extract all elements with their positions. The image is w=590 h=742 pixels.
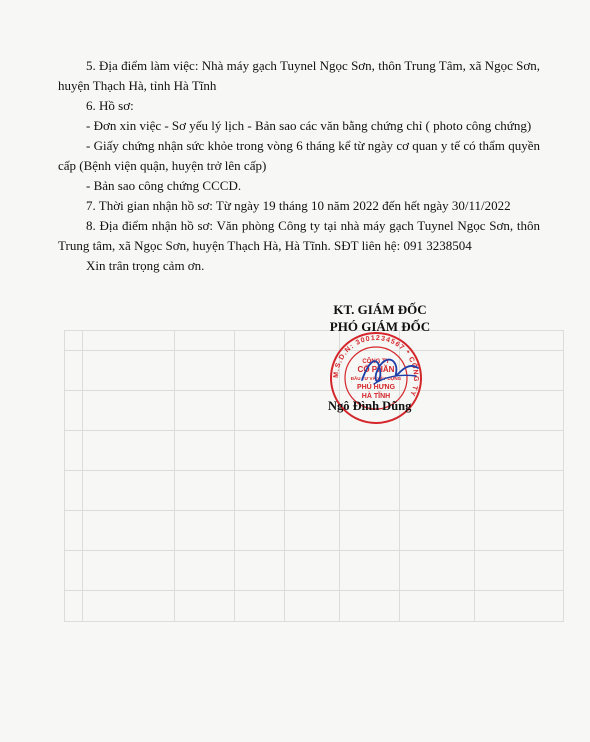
workplace-paragraph: 5. Địa điểm làm việc: Nhà máy gạch Tuynel Ngọc Sơn, thôn Trung Tâm, xã Ngọc Sơn, huyện Thạch Hà, tỉnh Hà Tĩnh: [58, 58, 540, 93]
documents-item-health-certificate: - Giấy chứng nhận sức khỏe trong vòng 6 tháng kể từ ngày cơ quan y tế có thẩm quyền cấp (Bệnh viện quận, huyện trở lên cấp): [58, 138, 540, 173]
signature-title-line1: KT. GIÁM ĐỐC: [333, 302, 427, 317]
documents-heading: 6. Hồ sơ:: [86, 98, 134, 113]
closing-line: Xin trân trọng cảm ơn.: [86, 258, 205, 273]
submission-place-paragraph: 8. Địa điểm nhận hồ sơ: Văn phòng Công ty tại nhà máy gạch Tuynel Ngọc Sơn, thôn Trung tâm, xã Ngọc Sơn, huyện Thạch Hà, Hà Tĩnh. SĐT liên hệ: 091 3238504: [58, 218, 540, 253]
signature-title-line2: PHÓ GIÁM ĐỐC: [329, 319, 431, 334]
stamp-line2: CỔ PHẦN: [357, 365, 395, 374]
signer-name: Ngô Đình Dũng: [328, 399, 412, 413]
documents-item-application: - Đơn xin việc - Sơ yếu lý lịch - Bản sao các văn bằng chứng chỉ ( photo công chứng): [86, 118, 532, 133]
stamp-line3: ĐẦU TƯ VÀ XÂY DỰNG: [350, 376, 402, 381]
stamp-line5: HÀ TĨNH: [361, 393, 391, 400]
documents-item-id-copy: - Bản sao công chứng CCCD.: [86, 178, 242, 193]
submission-time-paragraph: 7. Thời gian nhận hồ sơ: Từ ngày 19 tháng 10 năm 2022 đến hết ngày 30/11/2022: [86, 198, 511, 213]
stamp-ring-text: M.S.D.N: 3001234567 * CÔNG TY: [332, 334, 420, 398]
stamp-line1: CÔNG TY: [362, 359, 390, 365]
handwritten-signature: [356, 346, 426, 394]
stamp-line4: PHÚ HƯNG: [356, 384, 396, 391]
